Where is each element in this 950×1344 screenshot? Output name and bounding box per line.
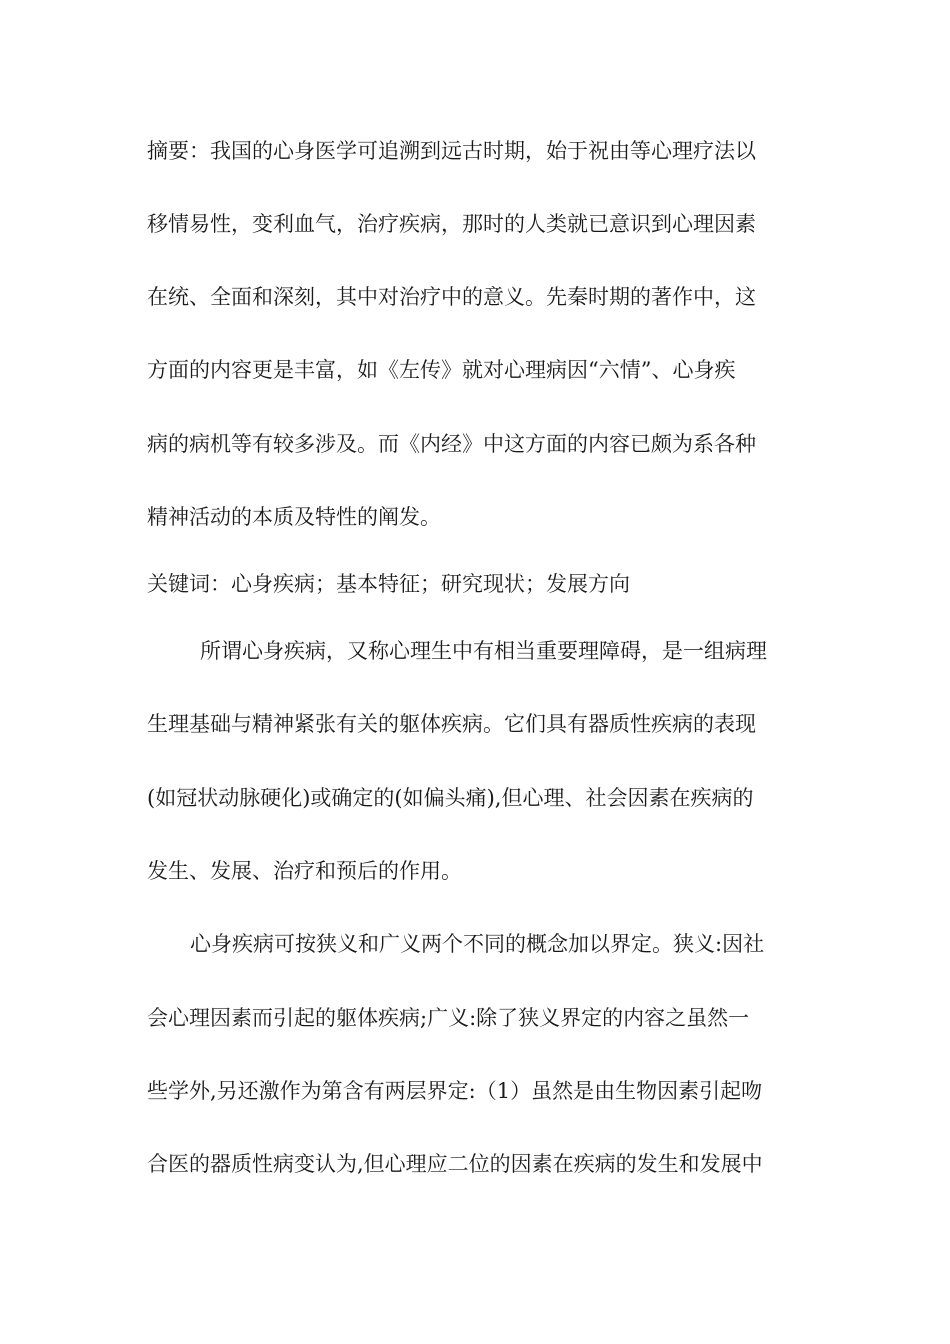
paragraph1-line-2: 生理基础与精神紧张有关的躯体疾病。它们具有器质性疾病的表现: [147, 712, 756, 736]
abstract-line-4: 方面的内容更是丰富，如《左传》就对心理病因“六情”、心身疾: [147, 358, 736, 382]
paragraph1-line-1: 所谓心身疾病，又称心理生中有相当重要理障碍，是一组病理: [200, 639, 767, 663]
abstract-line-3: 在统、全面和深刻，其中对治疗中的意义。先秦时期的著作中，这: [147, 285, 756, 309]
keywords-line: 关键词：心身疾病；基本特征；研究现状；发展方向: [147, 572, 630, 596]
paragraph1-line-4: 发生、发展、治疗和预后的作用。: [147, 859, 462, 883]
paragraph2-line-4: 合医的器质性病变认为,但心理应二位的因素在疾病的发生和发展中: [147, 1152, 763, 1176]
abstract-line-6: 精神活动的本质及特性的阐发。: [147, 505, 441, 529]
abstract-line-2: 移情易性，变利血气，治疗疾病，那时的人类就已意识到心理因素: [147, 212, 756, 236]
paragraph1-line-3: (如冠状动脉硬化)或确定的(如偏头痛),但心理、社会因素在疾病的: [147, 786, 754, 810]
paragraph2-line-1: 心身疾病可按狭义和广义两个不同的概念加以界定。狭义:因社: [190, 932, 765, 956]
paragraph2-line-2: 会心理因素而引起的躯体疾病;广义:除了狭义界定的内容之虽然一: [147, 1006, 750, 1030]
paragraph2-line-3: 些学外,另还激作为第含有两层界定:（1）虽然是由生物因素引起吻: [147, 1079, 763, 1103]
abstract-line-5: 病的病机等有较多涉及。而《内经》中这方面的内容已颇为系各种: [147, 432, 756, 456]
abstract-line-1: 摘要：我国的心身医学可追溯到远古时期，始于祝由等心理疗法以: [147, 139, 756, 163]
